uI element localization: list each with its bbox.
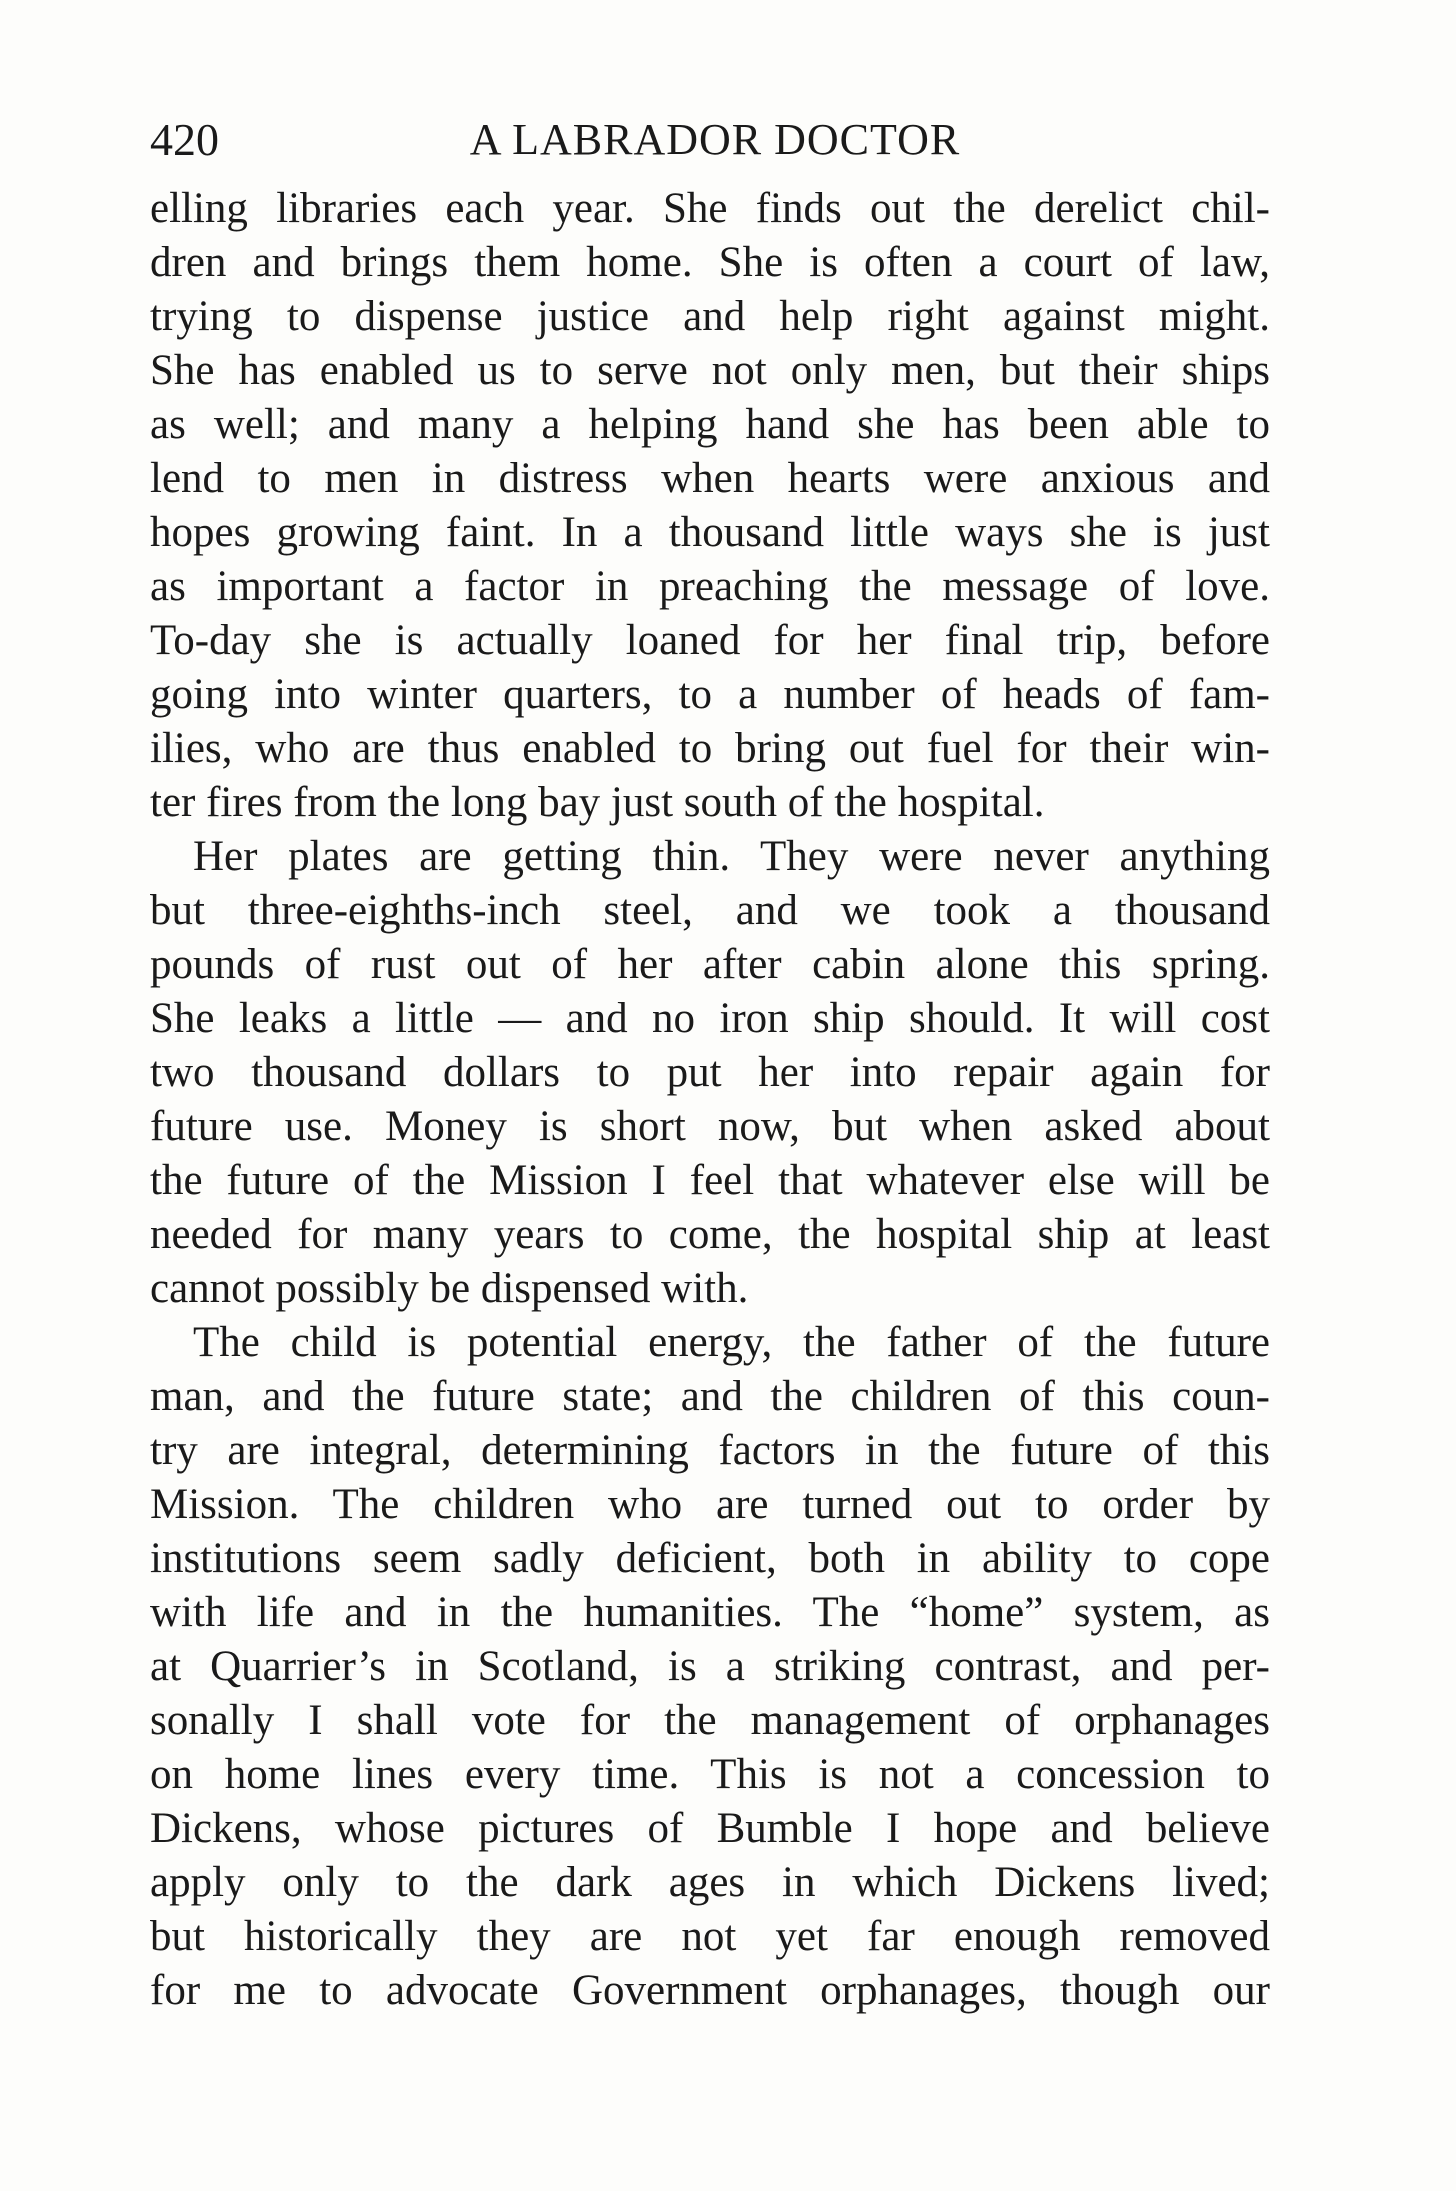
- text-line: two thousand dollars to put her into repair again for: [150, 1049, 1270, 1096]
- text-line: needed for many years to come, the hospital ship at least: [150, 1211, 1270, 1258]
- text-line: going into winter quarters, to a number of heads of fam-: [150, 671, 1270, 718]
- text-line: sonally I shall vote for the management of orphanages: [150, 1697, 1270, 1744]
- text-line: trying to dispense justice and help right against might.: [150, 293, 1270, 340]
- text-line: as important a factor in preaching the message of love.: [150, 563, 1270, 610]
- body-text: [150, 182, 1270, 2018]
- page-header: [150, 110, 1270, 170]
- text-line: To-day she is actually loaned for her final trip, before: [150, 617, 1270, 664]
- text-line: as well; and many a helping hand she has been able to: [150, 401, 1270, 448]
- text-line: ilies, who are thus enabled to bring out fuel for their win-: [150, 725, 1270, 772]
- text-line: pounds of rust out of her after cabin alone this spring.: [150, 941, 1270, 988]
- text-line: The child is potential energy, the father of the future: [193, 1319, 1270, 1366]
- text-line: She leaks a little — and no iron ship should. It will cost: [150, 995, 1270, 1042]
- text-line: future use. Money is short now, but when asked about: [150, 1103, 1270, 1150]
- text-line: She has enabled us to serve not only men, but their ships: [150, 347, 1270, 394]
- text-line: try are integral, determining factors in the future of this: [150, 1427, 1270, 1474]
- page-number: 420: [150, 114, 219, 165]
- text-line: hopes growing faint. In a thousand little ways she is just: [150, 509, 1270, 556]
- text-line: lend to men in distress when hearts were anxious and: [150, 455, 1270, 502]
- text-line: institutions seem sadly deficient, both in ability to cope: [150, 1535, 1270, 1582]
- running-head: A LABRADOR DOCTOR: [469, 115, 961, 164]
- text-line: cannot possibly be dispensed with.: [150, 1265, 749, 1312]
- text-line: man, and the future state; and the children of this coun-: [150, 1373, 1270, 1420]
- text-line: on home lines every time. This is not a concession to: [150, 1751, 1270, 1798]
- text-line: at Quarrier’s in Scotland, is a striking contrast, and per-: [150, 1643, 1270, 1690]
- text-line: the future of the Mission I feel that whatever else will be: [150, 1157, 1270, 1204]
- text-line: with life and in the humanities. The “home” system, as: [150, 1589, 1270, 1636]
- text-line: but historically they are not yet far enough removed: [150, 1913, 1270, 1960]
- text-line: but three-eighths-inch steel, and we took a thousand: [150, 887, 1270, 934]
- paragraph-1: [150, 182, 1270, 830]
- text-line: Mission. The children who are turned out to order by: [150, 1481, 1270, 1528]
- paragraph-3: [150, 1316, 1270, 2018]
- text-line: for me to advocate Government orphanages, though our: [150, 1967, 1270, 2014]
- paragraph-2: [150, 830, 1270, 1316]
- text-line: Dickens, whose pictures of Bumble I hope and believe: [150, 1805, 1270, 1852]
- text-line: Her plates are getting thin. They were never anything: [193, 833, 1270, 880]
- text-line: elling libraries each year. She finds out the derelict chil-: [150, 185, 1270, 232]
- text-line: ter fires from the long bay just south of the hospital.: [150, 779, 1045, 826]
- text-line: dren and brings them home. She is often a court of law,: [150, 239, 1270, 286]
- text-line: apply only to the dark ages in which Dickens lived;: [150, 1859, 1270, 1906]
